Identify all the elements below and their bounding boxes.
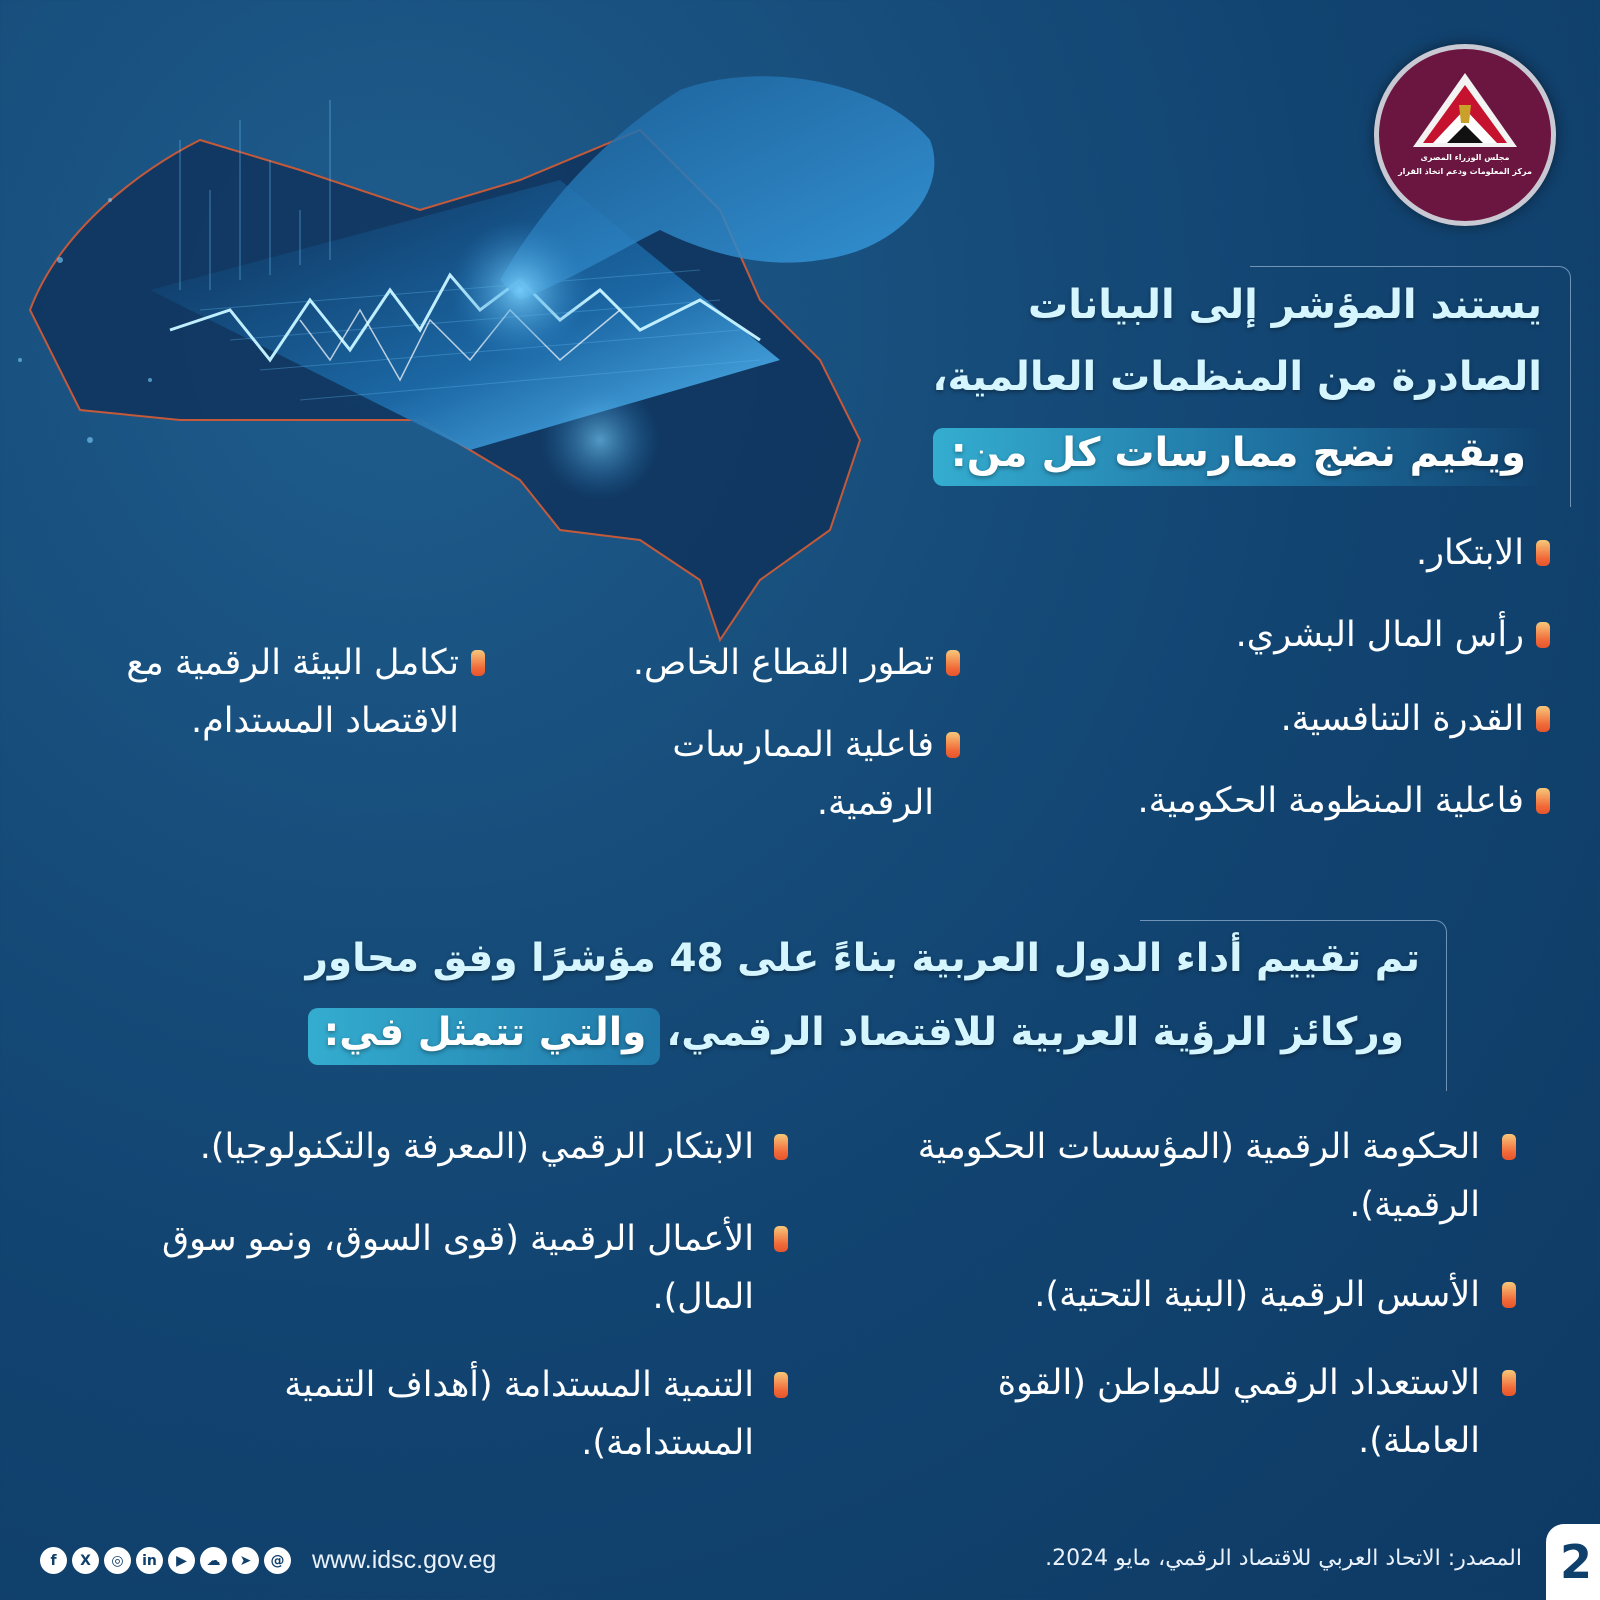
headline2-line2-text: وركائز الرؤية العربية للاقتصاد الرقمي، [666, 1010, 1404, 1055]
telegram-icon[interactable]: ➤ [232, 1547, 259, 1574]
practice-text: تكامل البيئة الرقمية مع الاقتصاد المستدام. [126, 643, 459, 741]
bullet-marker [946, 650, 960, 676]
social-icons [40, 1547, 291, 1574]
pillar-item [88, 1118, 788, 1176]
source-note: المصدر: الاتحاد العربي للاقتصاد الرقمي، مايو 2024. [1045, 1546, 1522, 1571]
bullet-marker [774, 1372, 788, 1398]
practice-item [1090, 606, 1550, 664]
soundcloud-icon[interactable]: ☁ [200, 1547, 227, 1574]
bullet-marker [1536, 540, 1550, 566]
touch-glow [450, 220, 590, 360]
website-link[interactable]: www.idsc.gov.eg [312, 1546, 497, 1574]
headline1-line3 [933, 428, 1542, 486]
bullet-marker [1536, 706, 1550, 732]
idsc-logo [1374, 44, 1556, 226]
practice-text: القدرة التنافسية. [1280, 699, 1524, 739]
headline2-line1: تم تقييم أداء الدول العربية بناءً على 48 مؤشرًا وفق محاور [305, 936, 1420, 981]
headline2-line2 [308, 1008, 1404, 1065]
pillar-text: الاستعداد الرقمي للمواطن (القوة العاملة). [997, 1363, 1480, 1461]
page-number: 2 [1546, 1524, 1600, 1600]
practice-text: تطور القطاع الخاص. [632, 643, 934, 683]
pillar-text: الحكومة الرقمية (المؤسسات الحكومية الرقمية). [917, 1127, 1480, 1225]
logo-text-line1: مجلس الوزراء المصرى [1420, 153, 1510, 162]
headline1-highlight: ويقيم نضج ممارسات كل من: [933, 428, 1542, 486]
practice-item [990, 772, 1550, 830]
pillar-text: الأعمال الرقمية (قوى السوق، ونمو سوق المال). [161, 1219, 754, 1317]
pillar-item [916, 1266, 1516, 1324]
pillar-item [916, 1354, 1516, 1470]
practice-text: رأس المال البشري. [1235, 615, 1524, 655]
pillar-item [916, 1118, 1516, 1234]
pillar-item [128, 1210, 788, 1326]
headline1-line2: الصادرة من المنظمات العالمية، [932, 354, 1542, 400]
youtube-icon[interactable]: ▶ [168, 1547, 195, 1574]
practice-item [1130, 524, 1550, 582]
pillar-text: التنمية المستدامة (أهداف التنمية المستدامة). [284, 1365, 754, 1463]
logo-text-line2: مركز المعلومات ودعم اتخاذ القرار [1398, 167, 1532, 176]
practice-item [600, 716, 960, 832]
practice-item [540, 634, 960, 692]
practice-item [1090, 690, 1550, 748]
practice-text: فاعلية الممارسات الرقمية. [672, 725, 934, 823]
threads-icon[interactable]: @ [264, 1547, 291, 1574]
bullet-marker [1502, 1134, 1516, 1160]
bullet-marker [774, 1226, 788, 1252]
bullet-marker [946, 732, 960, 758]
facebook-icon[interactable]: f [40, 1547, 67, 1574]
practice-text: فاعلية المنظومة الحكومية. [1137, 781, 1524, 821]
practice-item [65, 634, 485, 750]
pillar-text: الابتكار الرقمي (المعرفة والتكنولوجيا). [199, 1127, 754, 1167]
bullet-marker [1502, 1370, 1516, 1396]
hero-illustration [0, 60, 960, 660]
bullet-marker [471, 650, 485, 676]
logo-emblem [1379, 49, 1551, 221]
instagram-icon[interactable]: ◎ [104, 1547, 131, 1574]
practice-text: الابتكار. [1415, 533, 1524, 573]
bullet-marker [1502, 1282, 1516, 1308]
linkedin-icon[interactable]: in [136, 1547, 163, 1574]
pillar-text: الأسس الرقمية (البنية التحتية). [1034, 1275, 1480, 1315]
headline2-highlight: والتي تتمثل في: [308, 1008, 661, 1065]
bullet-marker [774, 1134, 788, 1160]
bullet-marker [1536, 788, 1550, 814]
x-icon[interactable]: X [72, 1547, 99, 1574]
bullet-marker [1536, 622, 1550, 648]
pillar-item [148, 1356, 788, 1472]
headline1-line1: يستند المؤشر إلى البيانات [1028, 282, 1542, 328]
